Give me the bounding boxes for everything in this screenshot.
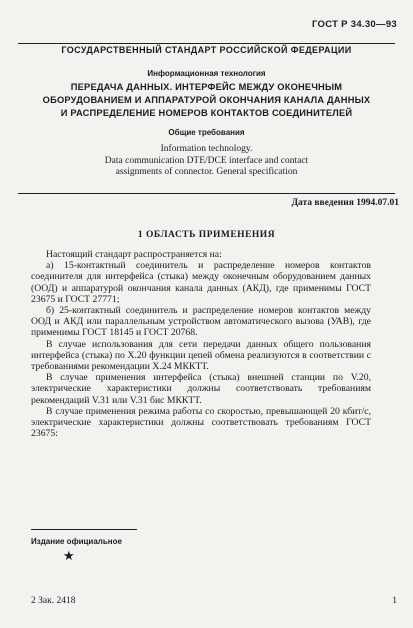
paragraph: В случае применения интерфейса (стыка) внешней станции по V.20, электрические характеристики должны соответствовать требованиям рекомендаций V.31 или V.31 бис МККТТ.: [31, 372, 371, 406]
document-code: ГОСТ Р 34.30—93: [311, 19, 397, 30]
information-technology-label: Информационная технология: [147, 69, 266, 78]
title-line: И РАСПРЕДЕЛЕНИЕ НОМЕРОВ КОНТАКТОВ СОЕДИНИТЕЛЕЙ: [60, 108, 353, 118]
paragraph: б) 25-контактный соединитель и распределение номеров контактов между ООД и АКД или параллельным устройством автоматического вызова (УАВ), где применимы ГОСТ 18145 и ГОСТ 20768.: [31, 305, 371, 339]
english-title-line: assignments of connector. General specification: [115, 167, 298, 177]
document-title: [18, 81, 395, 120]
introduction-date: [291, 198, 399, 208]
title-line: ПЕРЕДАЧА ДАННЫХ. ИНТЕРФЕЙС МЕЖДУ ОКОНЕЧНЫМ: [70, 82, 343, 92]
date-value: 1994.07.01: [356, 198, 399, 208]
title-line: ОБОРУДОВАНИЕМ И АППАРАТУРОЙ ОКОНЧАНИЯ КАНАЛА ДАННЫХ: [42, 95, 371, 105]
date-label: Дата введения: [291, 198, 354, 208]
print-order-number: 2 Зак. 2418: [31, 596, 76, 606]
section-body: [31, 249, 371, 439]
paragraph: а) 15-контактный соединитель и распределение номеров контактов соединителя для интерфейса (стыка) между оконечным оборудованием данных (ООД) и аппаратурой окончания канала данных (АКД), где применимы ГОСТ 23675 и ГОСТ 27771;: [31, 260, 371, 305]
document-subtitle: Общие требования: [168, 128, 245, 137]
section-heading: 1 ОБЛАСТЬ ПРИМЕНЕНИЯ: [137, 230, 276, 240]
top-divider: [18, 43, 395, 44]
footnote-divider: [31, 529, 137, 530]
middle-divider: [18, 193, 395, 194]
paragraph: В случае применения режима работы со скоростью, превышающей 20 кбит/с, электрические характеристики должны соответствовать требованиям ГОСТ 23675:: [31, 405, 371, 440]
english-title-line: Data communication DTE/DCE interface and contact: [104, 155, 309, 166]
paragraph: Настоящий стандарт распространяется на:: [46, 249, 222, 260]
paragraph: В случае использования для сети передачи данных общего пользования интерфейса (стыка) по X.20 функции цепей обмена реализуются в соответствии с требованиями рекомендации X.24 МККТТ.: [31, 338, 371, 373]
star-icon: ★: [63, 548, 75, 563]
official-edition-label: Издание официальное: [31, 537, 122, 546]
english-title-line: Information technology.: [160, 144, 253, 154]
english-title: [18, 144, 395, 179]
state-standard-heading: ГОСУДАРСТВЕННЫЙ СТАНДАРТ РОССИЙСКОЙ ФЕДЕРАЦИИ: [61, 45, 352, 55]
page-number: 1: [392, 596, 397, 606]
